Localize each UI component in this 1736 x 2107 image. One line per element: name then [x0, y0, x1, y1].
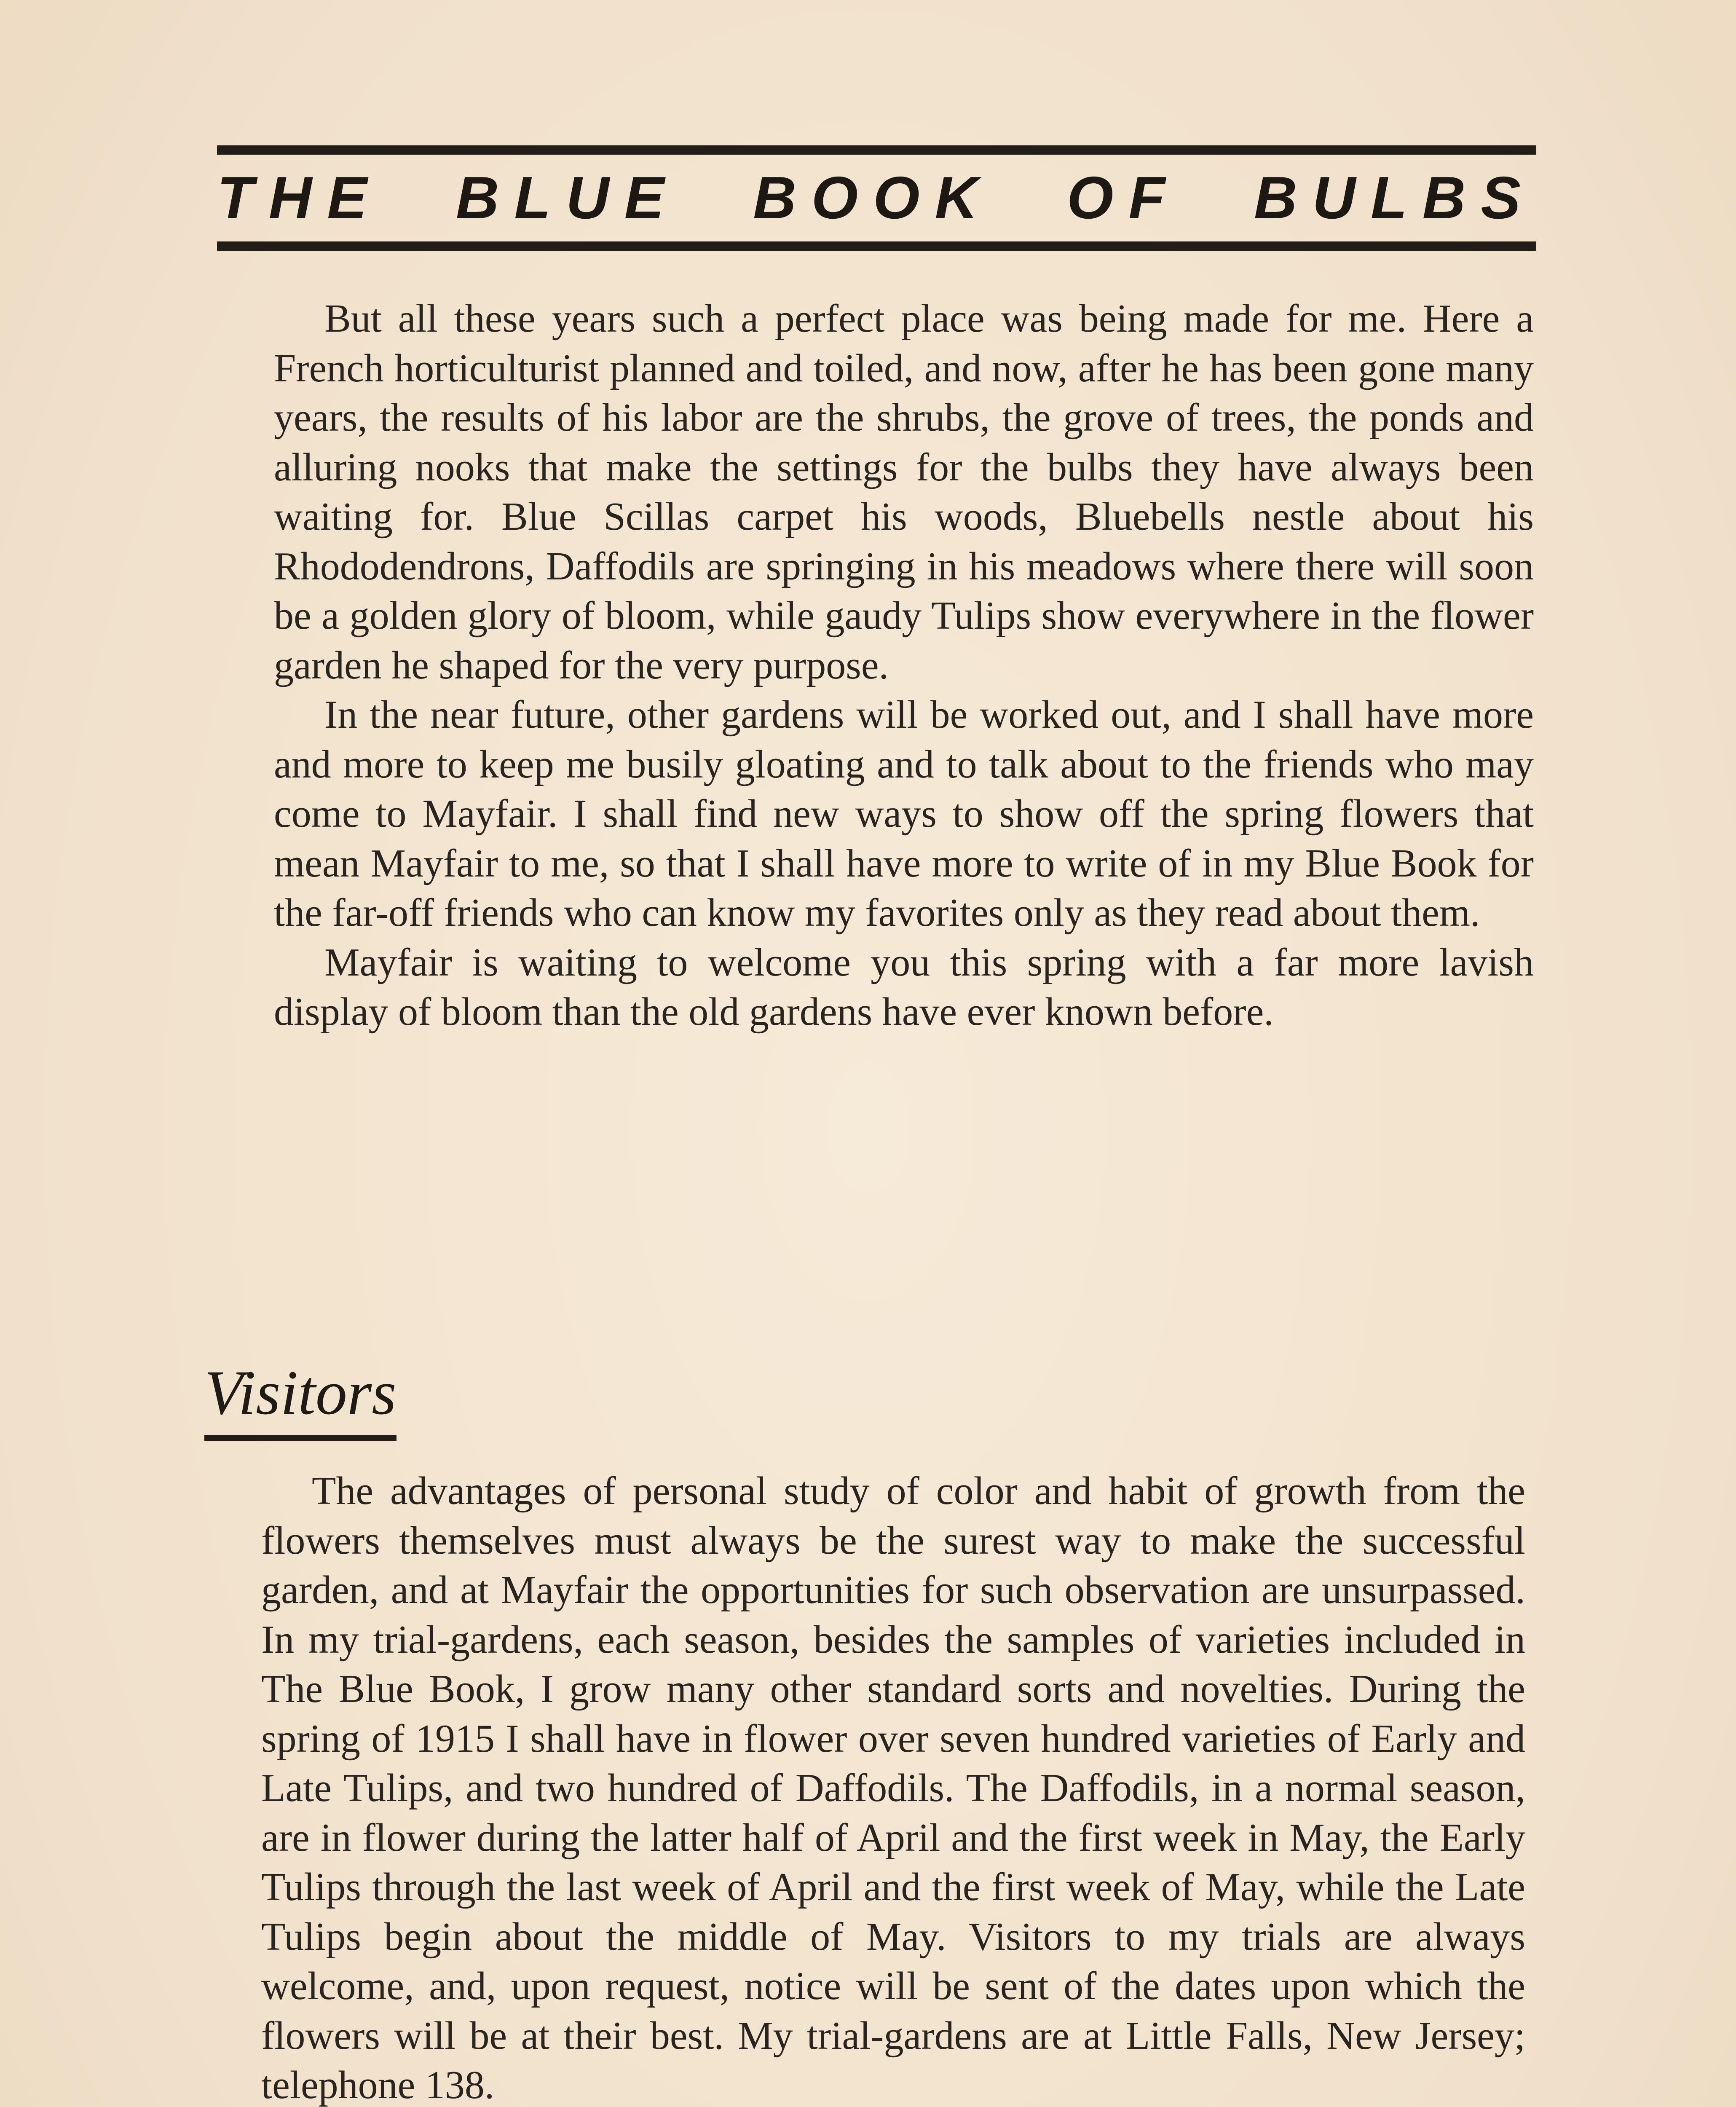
section-heading-visitors: Visitors [204, 1355, 396, 1441]
running-head [217, 158, 1536, 238]
paragraph: The advantages of personal study of color and habit of growth from the flowers themselves must always be the surest way to make the successful garden, and at Mayfair the opportunities for such observation are unsurpassed. In my trial-gardens, each season, besides the samples of varieties included in The Blue Book, I grow many other standard sorts and novelties. During the spring of 1915 I shall have in flower over seven hundred varieties of Early and Late Tulips, and two hundred of Daffodils. The Daffodils, in a normal season, are in flower during the latter half of April and the first week in May, the Early Tulips through the last week of April and the first week of May, while the Late Tulips begin about the middle of May. Visitors to my trials are always welcome, and, upon request, notice will be sent of the dates upon which the flowers will be at their best. My trial-gardens are at Little Falls, New Jersey; telephone 138. [261, 1469, 1525, 2107]
header-rule-top [217, 145, 1536, 155]
running-head-word: BLUE [455, 164, 680, 231]
body-text-section-one [274, 294, 1534, 1037]
paragraph: Mayfair is waiting to welcome you this spring with a far more lavish display of bloom than the old gardens have ever known before. [274, 940, 1534, 1034]
body-text-visitors [261, 1466, 1525, 2107]
paragraph: In the near future, other gardens will be worked out, and I shall have more and more to keep me busily gloating and to talk about to the friends who may come to Mayfair. I shall find new ways to show off the spring flowers that mean Mayfair to me, so that I shall have more to write of in my Blue Book for the far-off friends who can know my favorites only as they read about them. [274, 693, 1534, 935]
header-rule-bottom [217, 241, 1536, 251]
running-head-word: BULBS [1254, 164, 1536, 231]
running-head-word: THE [217, 164, 382, 231]
paragraph: But all these years such a perfect place was being made for me. Here a French horticulturist planned and toiled, and now, after he has been gone many years, the results of his labor are the shrubs, the grove of trees, the ponds and alluring nooks that make the settings for the bulbs they have always been waiting for. Blue Scillas carpet his woods, Bluebells nestle about his Rhododendrons, Daffodils are springing in his meadows where there will soon be a golden glory of bloom, while gaudy Tulips show everywhere in the flower garden he shaped for the very purpose. [274, 297, 1534, 687]
running-head-word: OF [1066, 164, 1181, 231]
running-head-word: BOOK [753, 164, 994, 231]
